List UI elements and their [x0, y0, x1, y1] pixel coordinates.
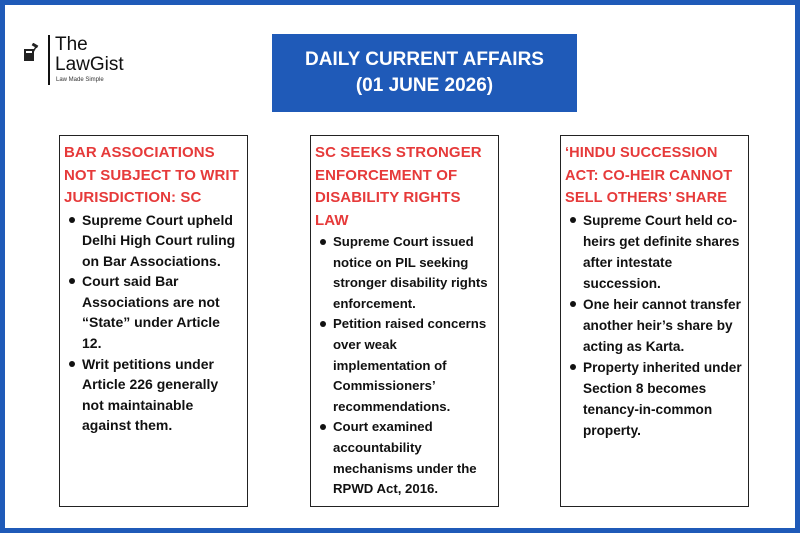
card-headline: SC SEEKS STRONGER ENFORCEMENT OF DISABILITY RIGHTS LAW	[315, 144, 482, 229]
logo-text-the: The	[55, 34, 88, 55]
bullet-item: Writ petitions under Article 226 generally not maintainable against them.	[82, 354, 243, 436]
logo-text-lawgist: LawGist	[55, 54, 124, 75]
bullet-item: Court said Bar Associations are not “State” under Article 12.	[82, 271, 243, 353]
card-headline: BAR ASSOCIATIONS NOT SUBJECT TO WRIT JURISDICTION: SC	[64, 144, 239, 206]
bullet-item: Supreme Court upheld Delhi High Court ruling on Bar Associations.	[82, 210, 243, 272]
lawgist-logo	[23, 31, 143, 91]
title-banner	[272, 34, 577, 112]
news-card-disability-rights	[310, 135, 499, 507]
bullet-item: One heir cannot transfer another heir’s share by acting as Karta.	[583, 294, 744, 357]
bullet-item: Court examined accountability mechanisms under the RPWD Act, 2016.	[333, 417, 494, 499]
gavel-book-icon	[23, 43, 39, 63]
card-headline: ‘HINDU SUCCESSION ACT: CO-HEIR CANNOT SELL OTHERS’ SHARE	[565, 145, 733, 206]
bullet-item: Supreme Court held co-heirs get definite shares after intestate succession.	[583, 210, 744, 294]
banner-title: DAILY CURRENT AFFAIRS	[305, 49, 544, 71]
bullet-item: Supreme Court issued notice on PIL seeking stronger disability rights enforcement.	[333, 232, 494, 314]
logo-tagline: Law Made Simple	[56, 77, 104, 83]
bullet-item: Property inherited under Section 8 becomes tenancy-in-common property.	[583, 357, 744, 441]
bullet-item: Petition raised concerns over weak implementation of Commissioners’ recommendations.	[333, 314, 494, 417]
bullet-list	[64, 210, 243, 437]
banner-date: (01 JUNE 2026)	[355, 75, 494, 96]
news-card-bar-associations	[59, 135, 248, 507]
bullet-list	[315, 232, 494, 500]
bullet-list	[565, 210, 744, 441]
news-card-hindu-succession	[560, 135, 749, 507]
logo-divider	[48, 35, 50, 85]
